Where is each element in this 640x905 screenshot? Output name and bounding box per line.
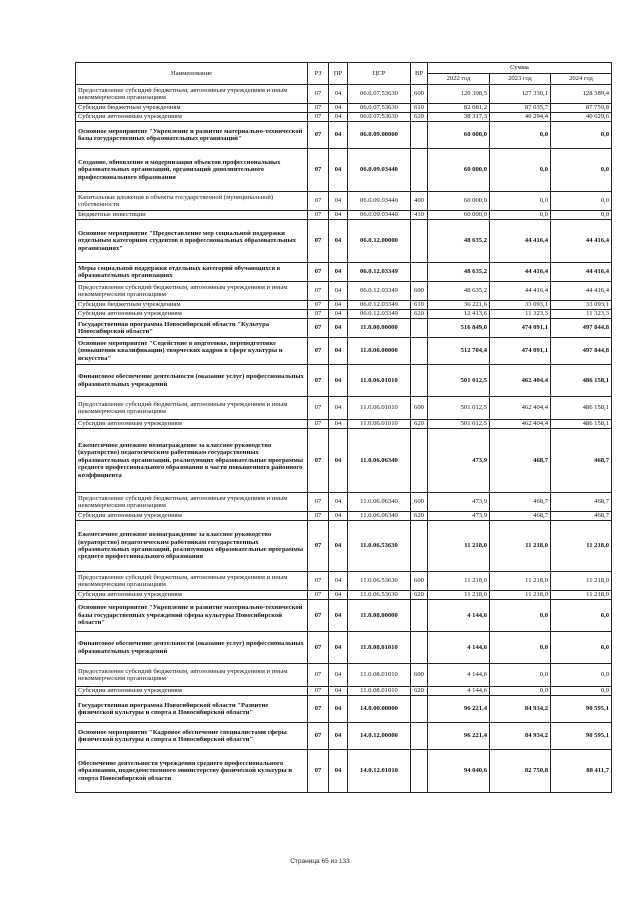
row-csr: 06.0.12.03349 [348, 263, 411, 282]
row-csr: 11.0.06.01010 [348, 365, 411, 397]
row-sum-2023: 0,0 [490, 664, 551, 687]
row-name: Субсидии автономным учреждениям [76, 310, 308, 319]
row-sum-2022: 4 144,6 [428, 664, 490, 687]
row-sum-2022: 4 144,6 [428, 687, 490, 696]
row-sum-2023: 127 330,1 [490, 85, 551, 104]
row-sum-2023: 11 218,0 [490, 572, 551, 591]
table-row [76, 149, 612, 192]
row-vr: 620 [411, 687, 428, 696]
row-rz: 07 [308, 319, 329, 338]
row-sum-2023: 40 294,4 [490, 113, 551, 122]
table-row [76, 521, 612, 572]
table-row [76, 591, 612, 600]
row-pr: 04 [329, 696, 348, 723]
row-pr: 04 [329, 591, 348, 600]
row-name: Предоставление субсидий бюджетным, автономным учреждениям и иным некоммерческим организациям [76, 664, 308, 687]
row-sum-2024: 88 411,7 [551, 750, 612, 793]
row-name: Субсидии автономным учреждениям [76, 591, 308, 600]
row-name: Предоставление субсидий бюджетным, автономным учреждениям и иным некоммерческим организациям [76, 282, 308, 301]
row-sum-2022: 11 218,0 [428, 521, 490, 572]
row-name: Меры социальной поддержки отдельных категорий обучающихся в образовательных организациях [76, 263, 308, 282]
row-sum-2022: 60 000,0 [428, 211, 490, 220]
row-name: Основное мероприятие "Укрепление и развитие материально-технической базы государственных учреждений сферы культуры Новосибирской области" [76, 600, 308, 632]
row-sum-2024: 40 629,6 [551, 113, 612, 122]
row-rz: 07 [308, 282, 329, 301]
row-sum-2024: 90 595,1 [551, 723, 612, 750]
table-row [76, 220, 612, 263]
table-row [76, 338, 612, 365]
row-pr: 04 [329, 122, 348, 149]
row-rz: 07 [308, 365, 329, 397]
row-sum-2022: 38 317,3 [428, 113, 490, 122]
row-sum-2023: 474 091,1 [490, 319, 551, 338]
row-csr: 11.0.08.01010 [348, 664, 411, 687]
row-pr: 04 [329, 429, 348, 493]
row-name: Государственная программа Новосибирской области "Развитие физической культуры и спорта в Новосибирской области" [76, 696, 308, 723]
row-pr: 04 [329, 664, 348, 687]
row-csr: 06.0.09.03440 [348, 211, 411, 220]
row-sum-2022: 473,9 [428, 429, 490, 493]
row-vr: 600 [411, 282, 428, 301]
table-row [76, 319, 612, 338]
table-row [76, 723, 612, 750]
row-sum-2023: 468,7 [490, 429, 551, 493]
row-sum-2023: 84 934,2 [490, 696, 551, 723]
row-sum-2024: 11 218,0 [551, 572, 612, 591]
row-sum-2024: 497 844,8 [551, 319, 612, 338]
row-pr: 04 [329, 493, 348, 512]
row-sum-2023: 11 218,0 [490, 521, 551, 572]
row-sum-2024: 0,0 [551, 149, 612, 192]
table-row [76, 687, 612, 696]
row-sum-2024: 468,7 [551, 493, 612, 512]
row-sum-2022: 60 000,0 [428, 192, 490, 211]
row-name: Финансовое обеспечение деятельности (оказание услуг) профессиональных образовательных учреждений [76, 365, 308, 397]
row-rz: 07 [308, 211, 329, 220]
row-sum-2023: 0,0 [490, 211, 551, 220]
table-row [76, 122, 612, 149]
row-csr: 11.0.08.01010 [348, 687, 411, 696]
row-sum-2022: 60 000,0 [428, 122, 490, 149]
row-sum-2024: 90 595,1 [551, 696, 612, 723]
row-pr: 04 [329, 338, 348, 365]
row-sum-2022: 96 221,4 [428, 723, 490, 750]
row-csr: 06.0.07.53630 [348, 104, 411, 113]
budget-table [75, 62, 612, 793]
table-row [76, 365, 612, 397]
row-vr: 600 [411, 493, 428, 512]
row-sum-2022: 120 398,5 [428, 85, 490, 104]
row-sum-2023: 11 323,3 [490, 310, 551, 319]
row-vr: 600 [411, 85, 428, 104]
row-sum-2022: 11 218,0 [428, 572, 490, 591]
row-rz: 07 [308, 113, 329, 122]
row-csr: 06.0.09.00000 [348, 122, 411, 149]
row-sum-2024: 33 093,1 [551, 301, 612, 310]
row-sum-2024: 0,0 [551, 192, 612, 211]
row-pr: 04 [329, 600, 348, 632]
table-row [76, 85, 612, 104]
row-sum-2024: 486 158,1 [551, 365, 612, 397]
row-vr: 600 [411, 664, 428, 687]
row-rz: 07 [308, 632, 329, 664]
row-sum-2023: 462 404,4 [490, 365, 551, 397]
row-csr: 11.0.06.06340 [348, 512, 411, 521]
row-rz: 07 [308, 696, 329, 723]
row-vr: 600 [411, 572, 428, 591]
table-row [76, 397, 612, 420]
row-sum-2024: 0,0 [551, 664, 612, 687]
row-csr: 06.0.12.00000 [348, 220, 411, 263]
row-sum-2023: 44 416,4 [490, 282, 551, 301]
row-csr: 14.0.12.00000 [348, 723, 411, 750]
table-row [76, 664, 612, 687]
row-pr: 04 [329, 301, 348, 310]
row-sum-2023: 84 934,2 [490, 723, 551, 750]
row-sum-2023: 468,7 [490, 512, 551, 521]
table-row [76, 282, 612, 301]
row-pr: 04 [329, 310, 348, 319]
row-csr: 11.0.06.53630 [348, 591, 411, 600]
row-vr [411, 149, 428, 192]
row-rz: 07 [308, 149, 329, 192]
row-vr: 620 [411, 310, 428, 319]
row-sum-2023: 462 404,4 [490, 420, 551, 429]
row-name: Основное мероприятие "Кадровое обеспечение специалистами сферы физической культуры и спорта в Новосибирской области" [76, 723, 308, 750]
row-sum-2024: 0,0 [551, 211, 612, 220]
row-csr: 06.0.09.03440 [348, 149, 411, 192]
row-vr [411, 220, 428, 263]
row-name: Предоставление субсидий бюджетным, автономным учреждениям и иным некоммерческим организациям [76, 85, 308, 104]
row-sum-2022: 48 635,2 [428, 263, 490, 282]
row-name: Субсидии бюджетным учреждениям [76, 301, 308, 310]
row-vr: 620 [411, 591, 428, 600]
row-vr [411, 632, 428, 664]
header-year-2024: 2024 год [551, 74, 612, 85]
table-row [76, 420, 612, 429]
row-name: Основное мероприятие "Содействие в подготовке, переподготовке (повышении квалификации) творческих кадров в сфере культуры и искусства" [76, 338, 308, 365]
row-pr: 04 [329, 113, 348, 122]
row-vr: 610 [411, 301, 428, 310]
row-name: Создание, обновление и модернизация объектов профессиональных образовательных организаций, организаций дополнительного профессионального образования [76, 149, 308, 192]
row-sum-2024: 44 416,4 [551, 282, 612, 301]
row-vr: 620 [411, 420, 428, 429]
row-pr: 04 [329, 521, 348, 572]
row-sum-2024: 468,7 [551, 512, 612, 521]
row-sum-2023: 82 750,8 [490, 750, 551, 793]
table-row [76, 113, 612, 122]
row-pr: 04 [329, 282, 348, 301]
row-sum-2022: 4 144,6 [428, 632, 490, 664]
row-vr: 620 [411, 512, 428, 521]
header-vr: ВР [411, 63, 428, 85]
row-rz: 07 [308, 521, 329, 572]
row-csr: 11.0.06.53630 [348, 521, 411, 572]
row-rz: 07 [308, 220, 329, 263]
row-pr: 04 [329, 632, 348, 664]
table-row [76, 696, 612, 723]
row-sum-2023: 0,0 [490, 687, 551, 696]
row-sum-2022: 473,9 [428, 493, 490, 512]
row-rz: 07 [308, 723, 329, 750]
row-vr: 400 [411, 192, 428, 211]
row-vr: 620 [411, 113, 428, 122]
row-sum-2022: 94 040,6 [428, 750, 490, 793]
row-csr: 06.0.12.03349 [348, 310, 411, 319]
row-pr: 04 [329, 211, 348, 220]
row-rz: 07 [308, 301, 329, 310]
row-csr: 11.0.06.06340 [348, 429, 411, 493]
row-name: Субсидии автономным учреждениям [76, 420, 308, 429]
row-sum-2022: 501 012,5 [428, 420, 490, 429]
row-sum-2024: 0,0 [551, 687, 612, 696]
row-csr: 11.0.06.06340 [348, 493, 411, 512]
row-name: Государственная программа Новосибирской области "Культура Новосибирской области" [76, 319, 308, 338]
row-pr: 04 [329, 149, 348, 192]
table-row [76, 263, 612, 282]
row-rz: 07 [308, 591, 329, 600]
table-row [76, 512, 612, 521]
row-csr: 06.0.12.03349 [348, 282, 411, 301]
row-csr: 11.0.06.01010 [348, 397, 411, 420]
header-pr: ПР [329, 63, 348, 85]
row-sum-2023: 0,0 [490, 632, 551, 664]
row-pr: 04 [329, 319, 348, 338]
row-rz: 07 [308, 687, 329, 696]
row-csr: 06.0.07.53630 [348, 113, 411, 122]
header-sum: Сумма [428, 63, 612, 74]
row-sum-2024: 468,7 [551, 429, 612, 493]
table-row [76, 192, 612, 211]
row-vr [411, 723, 428, 750]
row-sum-2024: 497 844,8 [551, 338, 612, 365]
row-rz: 07 [308, 310, 329, 319]
row-vr: 600 [411, 397, 428, 420]
row-csr: 11.0.08.00000 [348, 600, 411, 632]
row-sum-2022: 473,9 [428, 512, 490, 521]
row-sum-2022: 501 012,5 [428, 397, 490, 420]
row-vr [411, 319, 428, 338]
row-rz: 07 [308, 750, 329, 793]
header-csr: ЦСР [348, 63, 411, 85]
table-row [76, 750, 612, 793]
row-pr: 04 [329, 263, 348, 282]
row-rz: 07 [308, 85, 329, 104]
row-pr: 04 [329, 687, 348, 696]
row-csr: 11.0.06.01010 [348, 420, 411, 429]
row-sum-2024: 0,0 [551, 122, 612, 149]
row-csr: 06.0.09.03440 [348, 192, 411, 211]
row-pr: 04 [329, 750, 348, 793]
row-pr: 04 [329, 512, 348, 521]
row-rz: 07 [308, 420, 329, 429]
row-rz: 07 [308, 512, 329, 521]
row-csr: 06.0.07.53630 [348, 85, 411, 104]
row-vr [411, 365, 428, 397]
row-name: Субсидии автономным учреждениям [76, 687, 308, 696]
row-sum-2022: 96 221,4 [428, 696, 490, 723]
row-csr: 11.0.08.01010 [348, 632, 411, 664]
row-sum-2024: 11 218,0 [551, 591, 612, 600]
row-sum-2022: 82 081,2 [428, 104, 490, 113]
row-name: Субсидии автономным учреждениям [76, 113, 308, 122]
row-csr: 11.0.06.00000 [348, 338, 411, 365]
row-pr: 04 [329, 104, 348, 113]
row-sum-2023: 468,7 [490, 493, 551, 512]
row-vr [411, 429, 428, 493]
table-row [76, 572, 612, 591]
row-sum-2023: 0,0 [490, 600, 551, 632]
row-rz: 07 [308, 122, 329, 149]
row-name: Предоставление субсидий бюджетным, автономным учреждениям и иным некоммерческим организациям [76, 493, 308, 512]
row-rz: 07 [308, 338, 329, 365]
row-vr [411, 122, 428, 149]
header-year-2023: 2023 год [490, 74, 551, 85]
row-pr: 04 [329, 365, 348, 397]
row-pr: 04 [329, 85, 348, 104]
row-sum-2024: 0,0 [551, 600, 612, 632]
row-sum-2023: 44 416,4 [490, 220, 551, 263]
row-vr [411, 521, 428, 572]
row-pr: 04 [329, 572, 348, 591]
row-sum-2023: 87 035,7 [490, 104, 551, 113]
row-rz: 07 [308, 104, 329, 113]
row-sum-2022: 60 000,0 [428, 149, 490, 192]
page-number: Страница 65 из 133 [290, 858, 350, 865]
row-sum-2022: 512 704,4 [428, 338, 490, 365]
row-name: Основное мероприятие "Предоставление мер социальной поддержки отдельным категориям студентов в профессиональных образовательных организациях" [76, 220, 308, 263]
header-name: Наименование [76, 63, 308, 85]
table-row [76, 429, 612, 493]
row-pr: 04 [329, 192, 348, 211]
row-rz: 07 [308, 600, 329, 632]
header-year-2022: 2022 год [428, 74, 490, 85]
row-rz: 07 [308, 664, 329, 687]
row-rz: 07 [308, 263, 329, 282]
row-name: Предоставление субсидий бюджетным, автономным учреждениям и иным некоммерческим организациям [76, 397, 308, 420]
row-name: Бюджетные инвестиции [76, 211, 308, 220]
row-sum-2023: 44 416,4 [490, 263, 551, 282]
row-sum-2023: 474 091,1 [490, 338, 551, 365]
row-sum-2022: 48 635,2 [428, 282, 490, 301]
row-sum-2022: 501 012,5 [428, 365, 490, 397]
row-sum-2022: 4 144,6 [428, 600, 490, 632]
table-row [76, 493, 612, 512]
row-rz: 07 [308, 192, 329, 211]
row-sum-2022: 516 849,0 [428, 319, 490, 338]
row-sum-2024: 128 389,4 [551, 85, 612, 104]
row-vr: 410 [411, 211, 428, 220]
row-sum-2023: 11 218,0 [490, 591, 551, 600]
row-rz: 07 [308, 572, 329, 591]
row-sum-2023: 33 093,1 [490, 301, 551, 310]
table-row [76, 632, 612, 664]
table-row [76, 600, 612, 632]
row-vr [411, 750, 428, 793]
row-name: Предоставление субсидий бюджетным, автономным учреждениям и иным некоммерческим организациям [76, 572, 308, 591]
row-pr: 04 [329, 397, 348, 420]
row-sum-2023: 0,0 [490, 149, 551, 192]
row-vr [411, 600, 428, 632]
row-vr [411, 696, 428, 723]
row-name: Ежемесячное денежное вознаграждение за классное руководство (кураторство) педагогическим работникам государственных образовательных организаций, реализующих образовательные программы среднего профессионального образования [76, 521, 308, 572]
row-name: Капитальные вложения в объекты государственной (муниципальной) собственности [76, 192, 308, 211]
row-sum-2022: 12 413,6 [428, 310, 490, 319]
row-sum-2024: 87 759,8 [551, 104, 612, 113]
row-csr: 11.0.06.53630 [348, 572, 411, 591]
row-name: Основное мероприятие "Укрепление и развитие материально-технической базы государственных образовательных организаций" [76, 122, 308, 149]
row-name: Ежемесячное денежное вознаграждение за классное руководство (кураторство) педагогическим работникам государственных образовательных организаций, реализующих образовательные программы среднего профессионального образования в части повышенного районного коэффициента [76, 429, 308, 493]
row-pr: 04 [329, 723, 348, 750]
row-pr: 04 [329, 220, 348, 263]
row-csr: 11.0.00.00000 [348, 319, 411, 338]
table-row [76, 301, 612, 310]
row-sum-2024: 0,0 [551, 632, 612, 664]
row-sum-2022: 36 221,6 [428, 301, 490, 310]
table-row [76, 211, 612, 220]
row-name: Субсидии автономным учреждениям [76, 512, 308, 521]
row-sum-2024: 486 158,1 [551, 397, 612, 420]
row-sum-2023: 0,0 [490, 192, 551, 211]
row-sum-2024: 486 158,1 [551, 420, 612, 429]
row-sum-2023: 0,0 [490, 122, 551, 149]
row-sum-2022: 48 635,2 [428, 220, 490, 263]
header-rz: РЗ [308, 63, 329, 85]
table-row [76, 310, 612, 319]
table-row [76, 104, 612, 113]
row-name: Финансовое обеспечение деятельности (оказание услуг) профессиональных образовательных учреждений [76, 632, 308, 664]
row-sum-2024: 44 416,4 [551, 220, 612, 263]
row-vr: 610 [411, 104, 428, 113]
row-rz: 07 [308, 397, 329, 420]
row-sum-2023: 462 404,4 [490, 397, 551, 420]
row-vr [411, 263, 428, 282]
table-body [76, 85, 612, 793]
row-rz: 07 [308, 493, 329, 512]
row-pr: 04 [329, 420, 348, 429]
row-sum-2024: 11 218,0 [551, 521, 612, 572]
table-header [76, 63, 612, 85]
row-name: Обеспечение деятельности учреждения среднего профессионального образования, подведомственного министерству физической культуры и спорта Новосибирской области [76, 750, 308, 793]
row-vr [411, 338, 428, 365]
row-csr: 06.0.12.03349 [348, 301, 411, 310]
row-sum-2024: 11 323,3 [551, 310, 612, 319]
row-sum-2022: 11 218,0 [428, 591, 490, 600]
row-rz: 07 [308, 429, 329, 493]
row-csr: 14.0.12.01010 [348, 750, 411, 793]
row-name: Субсидии бюджетным учреждениям [76, 104, 308, 113]
row-sum-2024: 44 416,4 [551, 263, 612, 282]
row-csr: 14.0.00.00000 [348, 696, 411, 723]
